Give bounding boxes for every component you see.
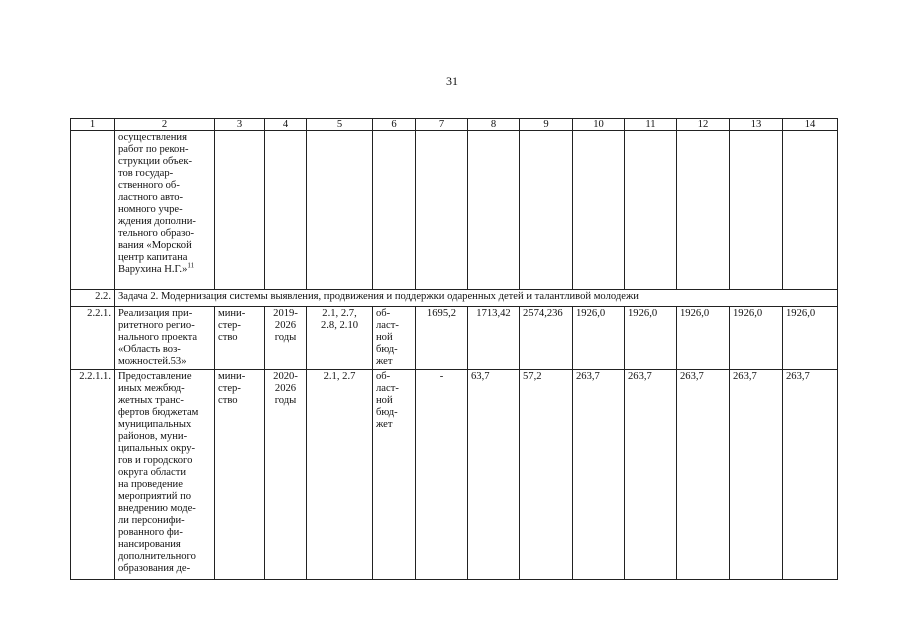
continuation-cell [115, 131, 215, 290]
row-value: 1926,0 [625, 307, 677, 370]
column-number: 5 [307, 119, 373, 131]
row-period: 2019- 2026 годы [265, 307, 307, 370]
row-value: - [416, 370, 468, 580]
row-value: 2574,236 [520, 307, 573, 370]
row-value: 263,7 [783, 370, 838, 580]
table-row [71, 307, 838, 370]
column-number: 3 [215, 119, 265, 131]
row-value: 1926,0 [573, 307, 625, 370]
column-number: 6 [373, 119, 416, 131]
footnote-mark: 11 [187, 261, 195, 270]
row-indicators: 2.1, 2.7 [307, 370, 373, 580]
column-number: 10 [573, 119, 625, 131]
column-number: 12 [677, 119, 730, 131]
row-value: 63,7 [468, 370, 520, 580]
row-value: 57,2 [520, 370, 573, 580]
row-value: 263,7 [625, 370, 677, 580]
empty-cell [573, 131, 625, 290]
empty-cell [373, 131, 416, 290]
column-number: 9 [520, 119, 573, 131]
row-source: об- ласт- ной бюд- жет [373, 370, 416, 580]
column-number: 11 [625, 119, 677, 131]
column-number: 14 [783, 119, 838, 131]
row-indicators: 2.1, 2.7, 2.8, 2.10 [307, 307, 373, 370]
column-number-row [71, 119, 838, 131]
empty-cell [307, 131, 373, 290]
task-row [71, 290, 838, 307]
row-number: 2.2.1. [71, 307, 115, 370]
column-number: 2 [115, 119, 215, 131]
row-name: Предоставление иных межбюд- жетных транс- фертов бюджетам муниципальных районов, муни- ципальных окру- гов и городского округа области на проведение мероприятий по внедрению моде- ли персонифи- рованного фи- нансирования дополнительного образования де- [115, 370, 215, 580]
row-executor: мини- стер- ство [215, 370, 265, 580]
column-number: 7 [416, 119, 468, 131]
row-value: 263,7 [677, 370, 730, 580]
continuation-row [71, 131, 838, 290]
column-number: 4 [265, 119, 307, 131]
row-value: 263,7 [730, 370, 783, 580]
row-value: 1926,0 [783, 307, 838, 370]
row-value: 1695,2 [416, 307, 468, 370]
row-value: 263,7 [573, 370, 625, 580]
row-source: об- ласт- ной бюд- жет [373, 307, 416, 370]
column-number: 13 [730, 119, 783, 131]
task-number: 2.2. [71, 290, 115, 307]
empty-cell [625, 131, 677, 290]
column-number: 1 [71, 119, 115, 131]
empty-cell [468, 131, 520, 290]
column-number: 8 [468, 119, 520, 131]
row-value: 1713,42 [468, 307, 520, 370]
empty-cell [520, 131, 573, 290]
program-table [70, 118, 838, 580]
row-number: 2.2.1.1. [71, 370, 115, 580]
row-value: 1926,0 [677, 307, 730, 370]
task-title: Задача 2. Модернизация системы выявления, продвижения и поддержки одаренных детей и талантливой молодежи [115, 290, 838, 307]
row-name: Реализация при- ритетного регио- нального проекта «Область воз- можностей.53» [115, 307, 215, 370]
empty-cell [677, 131, 730, 290]
row-value: 1926,0 [730, 307, 783, 370]
table-row [71, 370, 838, 580]
page-number: 31 [446, 74, 458, 88]
empty-cell [730, 131, 783, 290]
continuation-text: осуществления работ по рекон- струкции объек- тов государ- ственного об- ластного авто- номного учре- ждения дополни- тельного образо- вания «Морской центр капитана Варухина Н.Г.» [118, 132, 196, 275]
empty-cell [265, 131, 307, 290]
empty-cell [783, 131, 838, 290]
row-period: 2020- 2026 годы [265, 370, 307, 580]
empty-cell [416, 131, 468, 290]
empty-cell [71, 131, 115, 290]
empty-cell [215, 131, 265, 290]
row-executor: мини- стер- ство [215, 307, 265, 370]
